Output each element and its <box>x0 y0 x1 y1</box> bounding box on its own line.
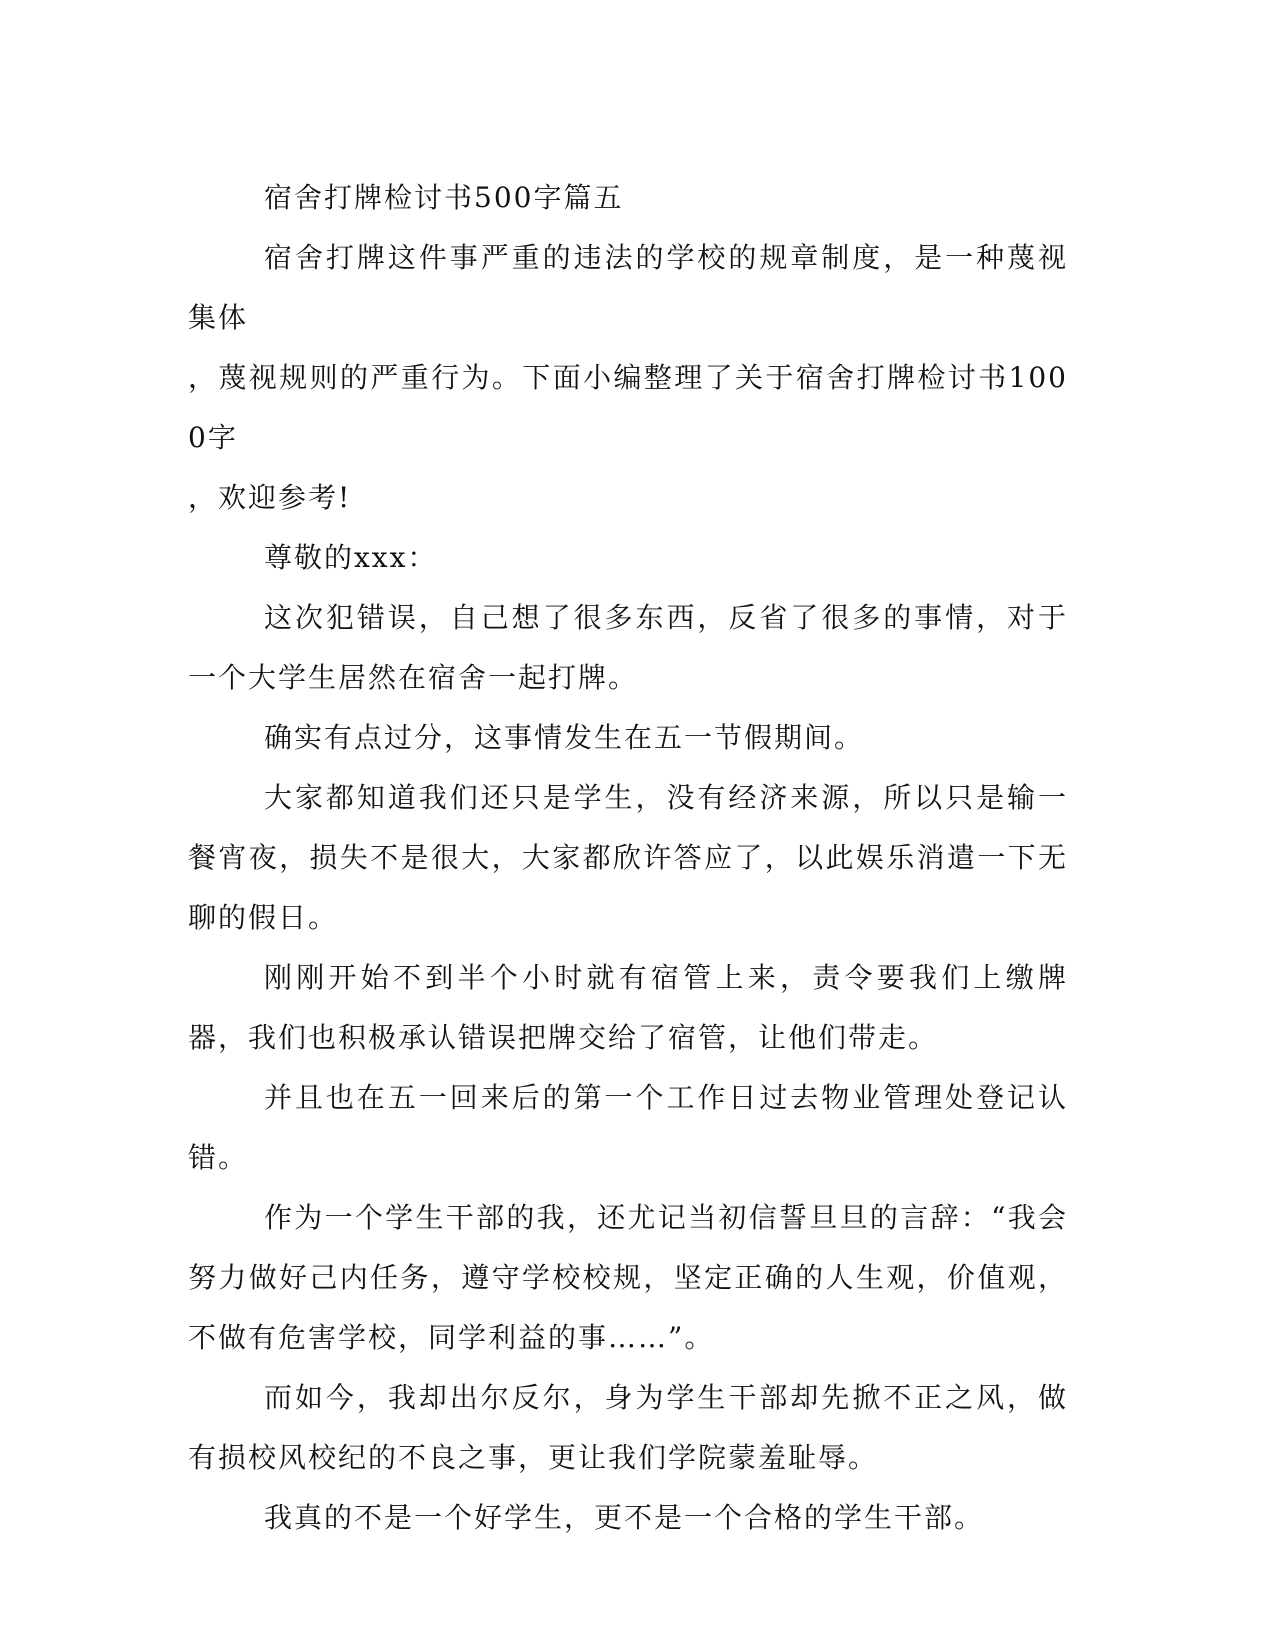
body-paragraph-4: 刚刚开始不到半个小时就有宿管上来，责令要我们上缴牌器，我们也积极承认错误把牌交给了宿管，让他们带走。 <box>188 961 1068 1054</box>
body-paragraph-7: 而如今，我却出尔反尔，身为学生干部却先掀不正之风，做有损校风校纪的不良之事，更让我们学院蒙羞耻辱。 <box>188 1381 1068 1474</box>
salutation: 尊敬的xxx： <box>264 541 438 574</box>
body-paragraph-5: 并且也在五一回来后的第一个工作日过去物业管理处登记认错。 <box>188 1081 1068 1174</box>
document-title: 宿舍打牌检讨书500字篇五 <box>264 181 624 214</box>
body-paragraph-6: 作为一个学生干部的我，还尤记当初信誓旦旦的言辞：“我会努力做好己内任务，遵守学校校规，坚定正确的人生观，价值观，不做有危害学校，同学利益的事……”。 <box>188 1201 1068 1354</box>
body-paragraph-3: 大家都知道我们还只是学生，没有经济来源，所以只是输一餐宵夜，损失不是很大，大家都欣许答应了，以此娱乐消遣一下无聊的假日。 <box>188 781 1068 934</box>
intro-paragraph: 宿舍打牌这件事严重的违法的学校的规章制度，是一种蔑视集体 ，蔑视规则的严重行为。下面小编整理了关于宿舍打牌检讨书1000字 ，欢迎参考! <box>188 241 1068 514</box>
body-paragraph-8: 我真的不是一个好学生，更不是一个合格的学生干部。 <box>264 1501 985 1534</box>
document-body <box>188 168 1068 1548</box>
body-paragraph-1: 这次犯错误，自己想了很多东西，反省了很多的事情，对于一个大学生居然在宿舍一起打牌。 <box>188 601 1068 694</box>
body-paragraph-2: 确实有点过分，这事情发生在五一节假期间。 <box>264 721 865 754</box>
